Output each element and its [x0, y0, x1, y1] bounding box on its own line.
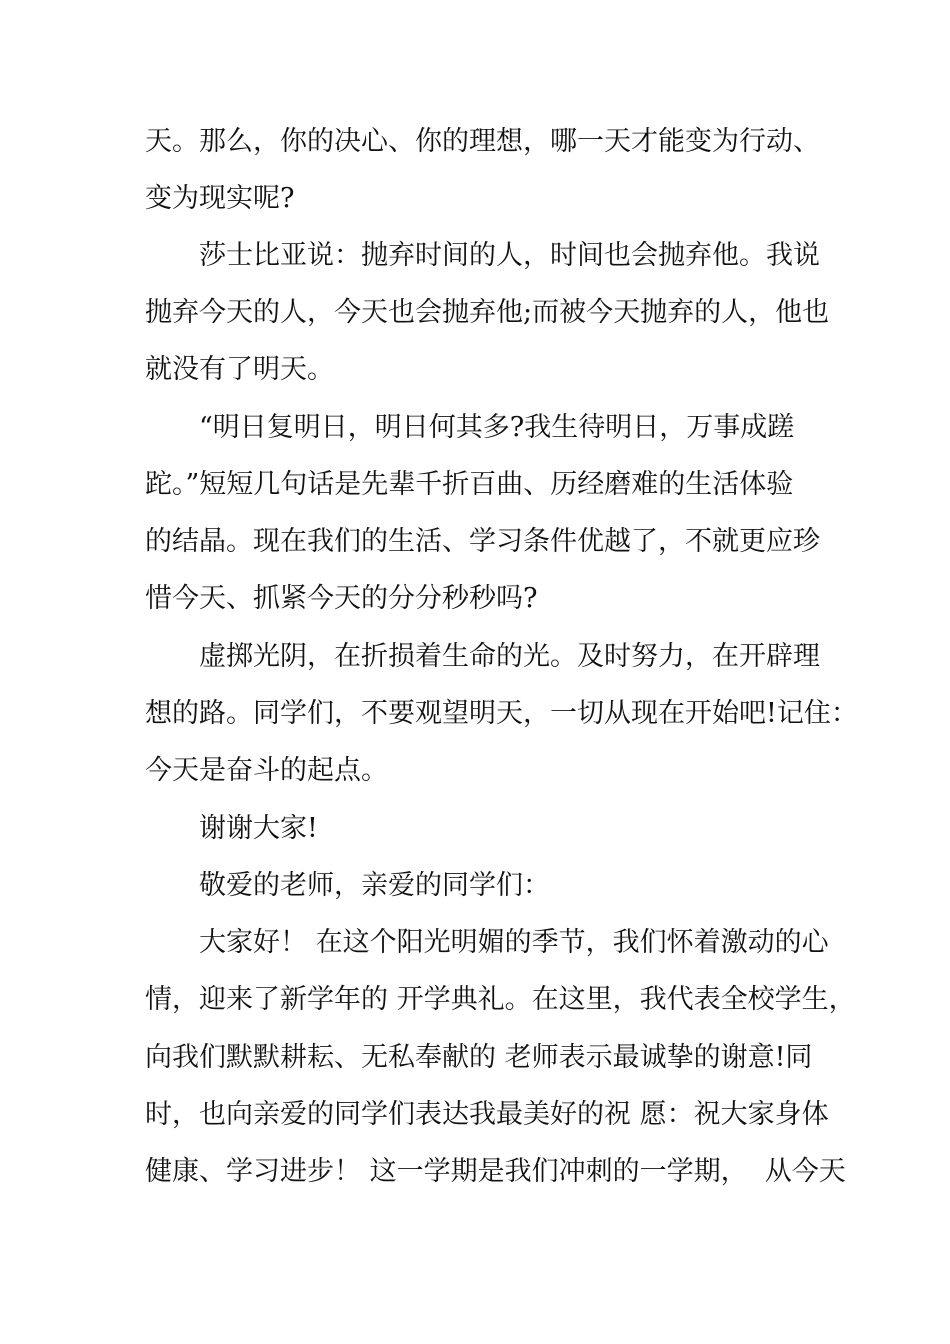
- text-line: 惜今天、抓紧今天的分分秒秒吗?: [145, 583, 538, 614]
- text-line: 敬爱的老师，亲爱的同学们：: [199, 870, 550, 901]
- text-line: 今天是奋斗的起点。: [145, 755, 388, 786]
- text-line: 就没有了明天。: [145, 354, 334, 385]
- text-line: 想的路。同学们，不要观望明天，一切从现在开始吧!记住：: [145, 698, 858, 729]
- text-line: 天。那么，你的决心、你的理想，哪一天才能变为行动、: [145, 126, 820, 157]
- text-line: 变为现实呢?: [145, 183, 295, 214]
- text-line: 的结晶。现在我们的生活、学习条件优越了，不就更应珍: [145, 526, 820, 557]
- text-line: “明日复明日，明日何其多?我生待明日，万事成蹉: [199, 412, 795, 443]
- text-line: 时，也向亲爱的同学们表达我最美好的祝 愿：祝大家身体: [145, 1099, 829, 1130]
- text-line: 跎。”短短几句话是先辈千折百曲、历经磨难的生活体验: [145, 469, 794, 500]
- text-line: 健康、学习进步！ 这一学期是我们冲刺的一学期， 从今天: [145, 1156, 846, 1187]
- text-line: 谢谢大家!: [199, 813, 318, 844]
- text-line: 莎士比亚说：抛弃时间的人，时间也会抛弃他。我说: [199, 240, 820, 271]
- text-line: 抛弃今天的人，今天也会抛弃他;而被今天抛弃的人，他也: [145, 297, 830, 328]
- text-line: 向我们默默耕耘、无私奉献的 老师表示最诚挚的谢意!同: [145, 1042, 813, 1073]
- text-line: 大家好！ 在这个阳光明媚的季节，我们怀着激动的心: [199, 927, 829, 958]
- text-line: 虚掷光阴，在折损着生命的光。及时努力，在开辟理: [199, 641, 820, 672]
- text-line: 情，迎来了新学年的 开学典礼。在这里，我代表全校学生，: [145, 984, 856, 1015]
